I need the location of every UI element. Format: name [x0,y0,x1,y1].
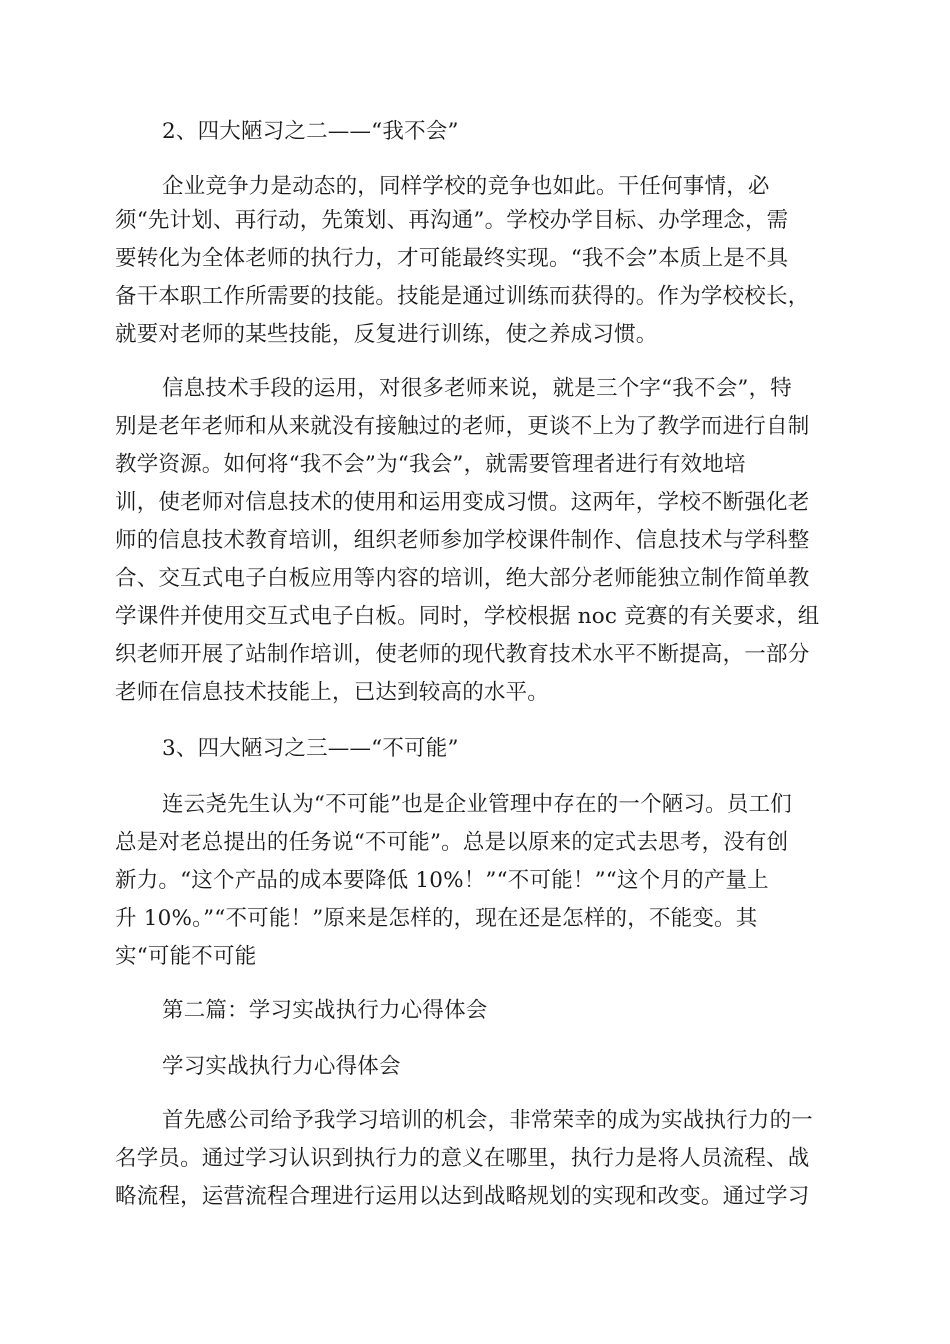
chapter-title: 第二篇：学习实战执行力心得体会 [162,998,488,1023]
paragraph-line: 名学员。通过学习认识到执行力的意义在哪里，执行力是将人员流程、战 [115,1146,810,1171]
paragraph-line: 略流程，运营流程合理进行运用以达到战略规划的实现和改变。通过学习 [115,1184,810,1209]
paragraph-line: 要转化为全体老师的执行力，才可能最终实现。“我不会”本质上是不具 [115,246,789,271]
paragraph-line: 师的信息技术教育培训，组织老师参加学校课件制作、信息技术与学科整 [115,528,810,553]
paragraph-line: 实“可能不可能 [115,944,257,969]
paragraph-line: 备干本职工作所需要的技能。技能是通过训练而获得的。作为学校校长， [115,284,810,309]
paragraph-line: 训，使老师对信息技术的使用和运用变成习惯。这两年，学校不断强化老 [115,490,810,515]
article-title: 学习实战执行力心得体会 [162,1054,401,1079]
paragraph-line: 老师在信息技术技能上，已达到较高的水平。 [115,680,550,705]
paragraph-line: 教学资源。如何将“我不会”为“我会”，就需要管理者进行有效地培 [115,452,746,477]
paragraph-line: 就要对老师的某些技能，反复进行训练，使之养成习惯。 [115,322,658,347]
paragraph-line: 须“先计划、再行动，先策划、再沟通”。学校办学目标、办学理念，需 [115,208,789,233]
paragraph-line: 别是老年老师和从来就没有接触过的老师，更谈不上为了教学而进行自制 [115,414,810,439]
section-heading-2: 2、四大陋习之二——“我不会” [162,119,459,144]
paragraph-line: 信息技术手段的运用，对很多老师来说，就是三个字“我不会”，特 [162,376,792,401]
paragraph-line: 织老师开展了站制作培训，使老师的现代教育技术水平不断提高，一部分 [115,642,810,667]
paragraph-line: 连云尧先生认为“不可能”也是企业管理中存在的一个陋习。员工们 [162,792,792,817]
paragraph-line: 合、交互式电子白板应用等内容的培训，绝大部分老师能独立制作简单教 [115,566,810,591]
paragraph-line: 总是对老总提出的任务说“不可能”。总是以原来的定式去思考，没有创 [115,830,789,855]
paragraph-line: 升 10%。”“不可能！”原来是怎样的，现在还是怎样的，不能变。其 [115,906,758,931]
section-heading-3: 3、四大陋习之三——“不可能” [162,736,459,761]
paragraph-line: 首先感公司给予我学习培训的机会，非常荣幸的成为实战执行力的一 [162,1108,814,1133]
paragraph-line: 学课件并使用交互式电子白板。同时，学校根据 noc 竞赛的有关要求，组 [115,604,820,629]
paragraph-line: 新力。“这个产品的成本要降低 10%！”“不可能！”“这个月的产量上 [115,868,769,893]
paragraph-line: 企业竞争力是动态的，同样学校的竞争也如此。干任何事情，必 [162,174,770,199]
